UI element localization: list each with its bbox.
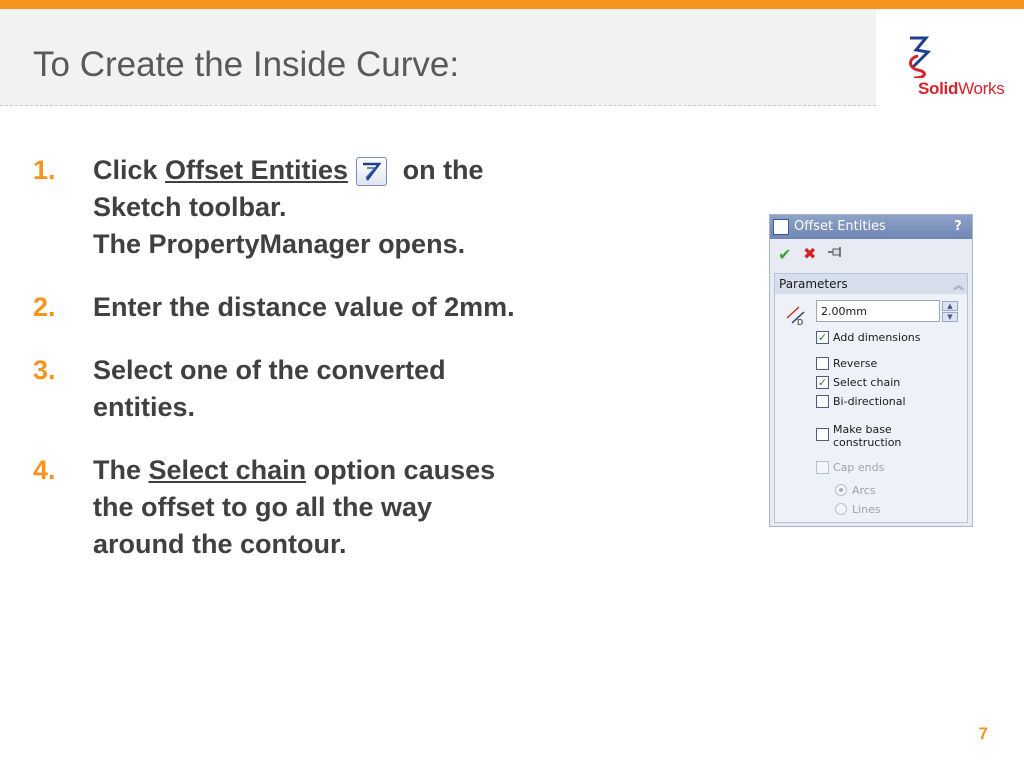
step-1 [33, 152, 653, 263]
svg-text:D: D [797, 318, 804, 326]
property-manager-title-bar [770, 215, 972, 239]
step-number: 2. [33, 292, 56, 322]
select-chain-link[interactable]: Select chain [148, 455, 307, 485]
logo-works: Works [958, 79, 1005, 98]
offset-entities-icon [356, 157, 387, 186]
step-4 [33, 452, 653, 563]
ds-logo-icon [904, 34, 936, 78]
reverse-checkbox[interactable] [816, 357, 829, 370]
step-text: around the contour. [93, 529, 347, 559]
radio-dot [839, 488, 843, 492]
step-text: Sketch toolbar. [93, 192, 287, 222]
step-number: 3. [33, 355, 56, 385]
step-text: Enter the distance value of 2mm. [93, 292, 515, 322]
bi-directional-label: Bi-directional [833, 395, 906, 408]
lines-label: Lines [852, 503, 881, 516]
title-band [0, 9, 876, 106]
parameters-header[interactable] [775, 274, 967, 294]
make-base-line2: construction [833, 436, 902, 449]
collapse-chevron-icon[interactable]: ︽ [953, 279, 964, 292]
step-number: 4. [33, 455, 56, 485]
step-3 [33, 352, 653, 426]
distance-icon [784, 304, 808, 326]
step-text: Select one of the converted [93, 355, 446, 385]
parameters-title: Parameters [779, 277, 848, 291]
step-2 [33, 289, 653, 326]
make-base-line1: Make base [833, 423, 892, 436]
logo-wordmark [918, 79, 1004, 99]
page-number: 7 [978, 724, 988, 743]
add-dimensions-checkbox[interactable]: ✓ [817, 331, 828, 344]
step-text: entities. [93, 392, 196, 422]
select-chain-label: Select chain [833, 376, 901, 389]
top-accent-bar [0, 0, 1024, 9]
cap-ends-checkbox [816, 461, 829, 474]
spin-up-button[interactable]: ▲ [942, 301, 958, 311]
arcs-label: Arcs [852, 484, 876, 497]
pushpin-icon[interactable] [828, 246, 844, 260]
cap-ends-label: Cap ends [833, 461, 885, 474]
add-dimensions-label: Add dimensions [833, 331, 921, 344]
parameters-group [774, 273, 968, 523]
step-text: on the [395, 155, 484, 185]
select-chain-checkbox[interactable]: ✓ [817, 376, 828, 389]
ok-check-icon[interactable]: ✔ [778, 245, 792, 264]
bi-directional-checkbox[interactable] [816, 395, 829, 408]
property-manager-title: Offset Entities [794, 219, 886, 234]
offset-entities-property-manager [769, 214, 973, 527]
step-text: Click [93, 155, 166, 185]
make-base-construction-checkbox[interactable] [816, 428, 829, 441]
help-button[interactable]: ? [954, 219, 962, 234]
offset-entities-icon [773, 219, 789, 235]
spin-down-button[interactable]: ▼ [942, 312, 958, 322]
cancel-x-icon[interactable]: ✖ [803, 244, 817, 263]
reverse-label: Reverse [833, 357, 878, 370]
distance-input[interactable] [816, 300, 940, 322]
slide-title: To Create the Inside Curve: [33, 45, 460, 84]
action-buttons [770, 242, 972, 266]
step-text: option causes [306, 455, 496, 485]
step-text: The PropertyManager opens. [93, 229, 466, 259]
lines-radio [835, 503, 847, 515]
make-base-construction-label [833, 423, 901, 449]
step-text: The [93, 455, 149, 485]
step-number: 1. [33, 155, 56, 185]
logo-solid: Solid [918, 79, 959, 98]
offset-entities-link[interactable]: Offset Entities [165, 155, 349, 185]
steps-list [33, 152, 653, 563]
arcs-radio [835, 484, 847, 496]
step-text: the offset to go all the way [93, 492, 433, 522]
